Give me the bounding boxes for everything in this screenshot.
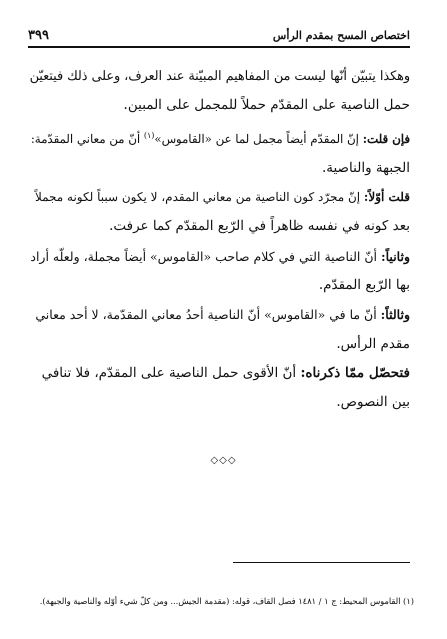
text-line: بعد كونه في نفسه ظاهراً في الرّبع المقدّم كما عرفت. (109, 218, 410, 235)
text-lead: قلت أوّلاً: (363, 190, 410, 205)
text-run: أنّ الناصية التي في كلام صاحب «القاموس» أيضاً مجملة، ولعلّه أراد (30, 248, 381, 264)
footnote-rule (233, 562, 410, 563)
page-number: ٣٩٩ (28, 27, 49, 43)
text-line (30, 242, 410, 271)
text-line (30, 300, 410, 329)
footnote: (١) القاموس المحيط: ج ١ / ١٤٨١ فصل القاف، قوله: (مقدمة الجيش... ومن كلّ شيء أوّله والناصية والجبهة). (39, 596, 414, 606)
text-lead: فتحصّل ممّا ذكرناه: (300, 364, 410, 381)
running-header (28, 26, 410, 44)
text-line (30, 121, 410, 154)
text-lead: فإن قلت: (362, 131, 410, 146)
section-ornament: ◇◇◇ (210, 455, 237, 466)
text-line: الجبهة والناصية. (321, 159, 410, 176)
footnote-marker: (١) (143, 130, 155, 140)
text-lead: وثانياً: (381, 248, 410, 264)
text-line: بها الرّبع المقدّم. (318, 276, 410, 293)
text-run: أنّ من معاني المقدّمة: (30, 131, 144, 146)
text-line: حمل الناصية على المقدّم حملاً للمجمل على المبين. (123, 97, 410, 114)
text-lead: وثالثاً: (380, 307, 410, 323)
text-line (30, 359, 410, 388)
text-line: وهكذا يتبيّن أنّها ليست من المفاهيم المبيّنة عند العرف، وعلى ذلك فيتعيّن (29, 69, 410, 84)
text-run: أنّ ما في «القاموس» أنّ الناصية أحدُ معاني المقدّمة، لا أحد معاني (35, 307, 381, 323)
header-title: اختصاص المسح بمقدم الرأس (272, 28, 410, 42)
body-text (30, 62, 410, 417)
text-line: مقدم الرأس. (336, 335, 410, 352)
header-rule (28, 46, 410, 48)
text-run: إنّ المقدّم أيضاً مجمل لما عن «القاموس» (154, 131, 363, 146)
text-run: إنّ مجرّد كون الناصية من معاني المقدم، لا يكون سبباً لكونه مجملاً (34, 190, 364, 205)
text-run: أنّ الأقوى حمل الناصية على المقدّم، فلا تنافي (41, 364, 301, 381)
text-line (30, 183, 410, 212)
text-line: بين النصوص. (336, 394, 410, 411)
